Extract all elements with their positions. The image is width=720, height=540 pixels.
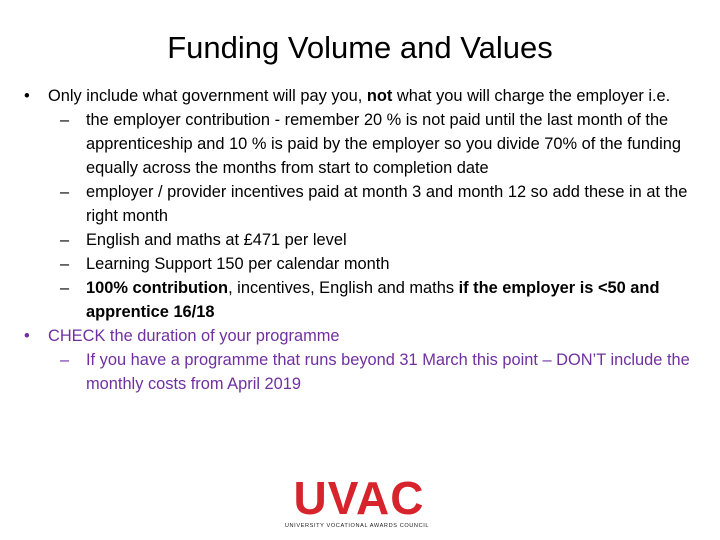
bullet-text [48, 87, 670, 105]
sub-bullet-text: English and maths at £471 per level [86, 231, 347, 249]
bullet-item [24, 324, 706, 348]
text-run-bold: if the employer is <50 and apprentice 16/18 [86, 279, 660, 321]
sub-bullet-text [86, 279, 659, 321]
sub-bullet-text: employer / provider incentives paid at month 3 and month 12 so add these in at the right month [86, 183, 688, 225]
bullet-marker: • [24, 327, 30, 345]
sub-bullet-item [24, 276, 706, 324]
uvac-logo [282, 472, 432, 532]
sub-bullet-marker: – [60, 111, 70, 129]
sub-bullet-text: Learning Support 150 per calendar month [86, 255, 390, 273]
text-run-bold: not [366, 87, 393, 105]
bullet-item [24, 84, 706, 108]
text-run: , incentives, English and maths [228, 279, 459, 297]
sub-bullet-marker: – [60, 183, 70, 201]
sub-bullet-marker: – [60, 351, 70, 369]
slide-body [24, 84, 706, 396]
sub-bullet-item [24, 252, 706, 276]
sub-bullet-item [24, 108, 706, 180]
sub-bullet-text: the employer contribution - remember 20 % is not paid until the last month of the apprenticeship and 10 % is paid by the employer so you divide 70% of the funding equally across the months from start to completion date [86, 111, 682, 177]
text-run: Only include what government will pay you, [48, 87, 367, 105]
sub-bullet-marker: – [60, 231, 70, 249]
sub-bullet-item [24, 228, 706, 252]
logo-subtitle: UNIVERSITY VOCATIONAL AWARDS COUNCIL [284, 523, 430, 529]
sub-bullet-marker: – [60, 279, 70, 297]
text-run-bold: 100% contribution [86, 279, 229, 297]
text-run: what you will charge the employer i.e. [392, 87, 671, 105]
bullet-text: CHECK the duration of your programme [48, 327, 340, 345]
slide-title: Funding Volume and Values [167, 30, 553, 65]
sub-bullet-marker: – [60, 255, 70, 273]
sub-bullet-item [24, 180, 706, 228]
logo-wordmark: UVAC [293, 472, 425, 524]
bullet-marker: • [24, 87, 30, 105]
sub-bullet-item [24, 348, 706, 396]
sub-bullet-text: If you have a programme that runs beyond 31 March this point – DON’T include the monthly costs from April 2019 [86, 351, 690, 393]
